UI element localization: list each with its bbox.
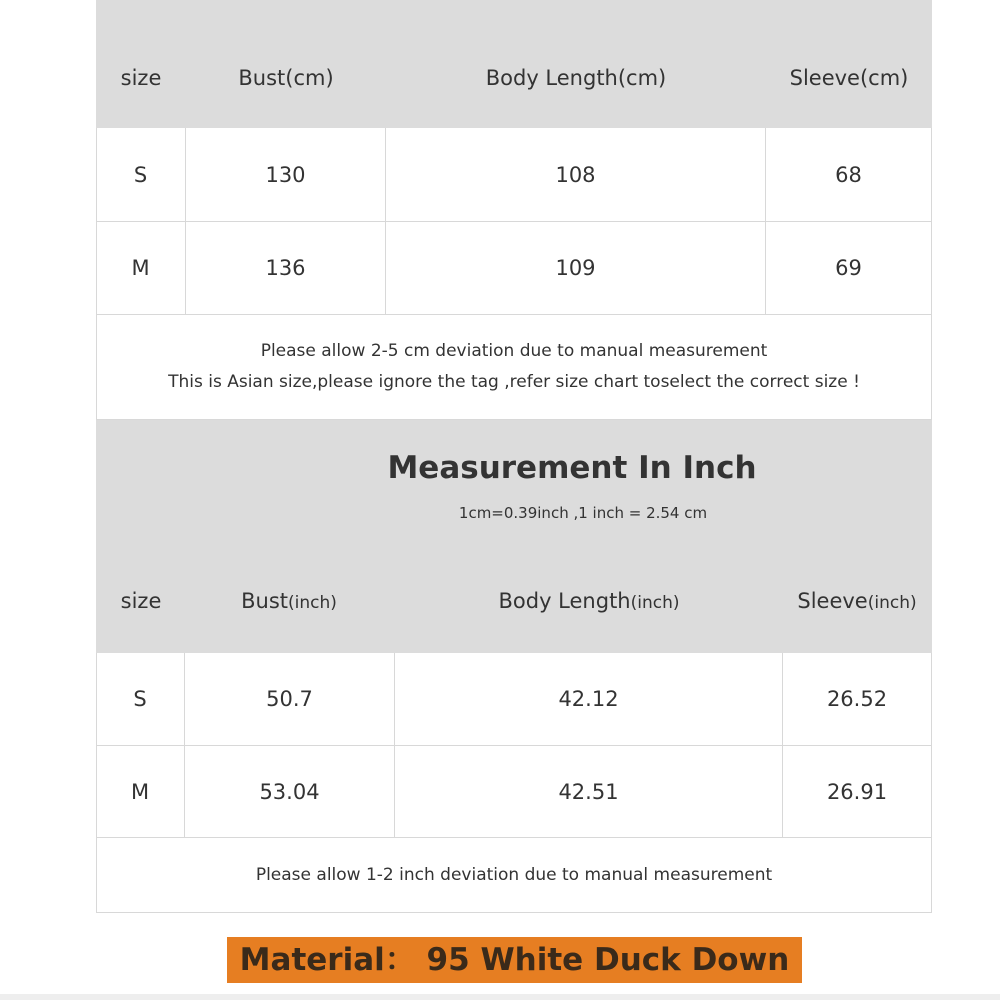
table-cell: 109: [386, 222, 766, 315]
inch-header-sleeve: [797, 589, 916, 613]
cm-header-body-length: Body Length(cm): [485, 66, 667, 90]
cm-header-sleeve: Sleeve(cm): [789, 66, 909, 90]
table-cell: 53.04: [185, 746, 395, 838]
header-text: Sleeve: [797, 589, 868, 613]
inch-header-body-length: [498, 589, 679, 613]
table-cell: 69: [766, 222, 932, 315]
table-cell: S: [96, 128, 186, 222]
inch-section-subtitle: 1cm=0.39inch ,1 inch = 2.54 cm: [458, 504, 708, 522]
header-unit: (inch): [867, 593, 917, 613]
header-unit: (inch): [288, 593, 337, 613]
table-cell: 26.91: [783, 746, 932, 838]
material-label: Material： 95 White Duck Down: [227, 937, 802, 983]
table-cell: 136: [186, 222, 386, 315]
header-text: Body Length: [498, 589, 631, 613]
cm-note-asian-size: This is Asian size,please ignore the tag ,refer size chart toselect the correct size !: [168, 372, 860, 392]
header-text: size: [120, 589, 162, 613]
table-cell: 50.7: [185, 653, 395, 746]
inch-section-title: Measurement In Inch: [387, 450, 757, 486]
table-cell: S: [96, 653, 185, 746]
cm-header-bust: Bust(cm): [238, 66, 334, 90]
table-cell: M: [96, 746, 185, 838]
inch-header-size: [121, 589, 162, 613]
table-cell: 26.52: [783, 653, 932, 746]
table-cell: 130: [186, 128, 386, 222]
inch-note-deviation: Please allow 1-2 inch deviation due to manual measurement: [255, 865, 773, 885]
bottom-divider: [0, 994, 1000, 1000]
table-cell: 68: [766, 128, 932, 222]
table-cell: 108: [386, 128, 766, 222]
header-unit: (inch): [630, 593, 680, 613]
cm-header-size: size: [120, 66, 162, 90]
table-cell: 42.51: [395, 746, 783, 838]
header-text: Bust: [241, 589, 289, 613]
cm-note-deviation: Please allow 2-5 cm deviation due to manual measurement: [260, 341, 768, 361]
table-cell: 42.12: [395, 653, 783, 746]
table-cell: M: [96, 222, 186, 315]
inch-header-bust: [241, 589, 337, 613]
cm-header-band: [96, 0, 932, 128]
